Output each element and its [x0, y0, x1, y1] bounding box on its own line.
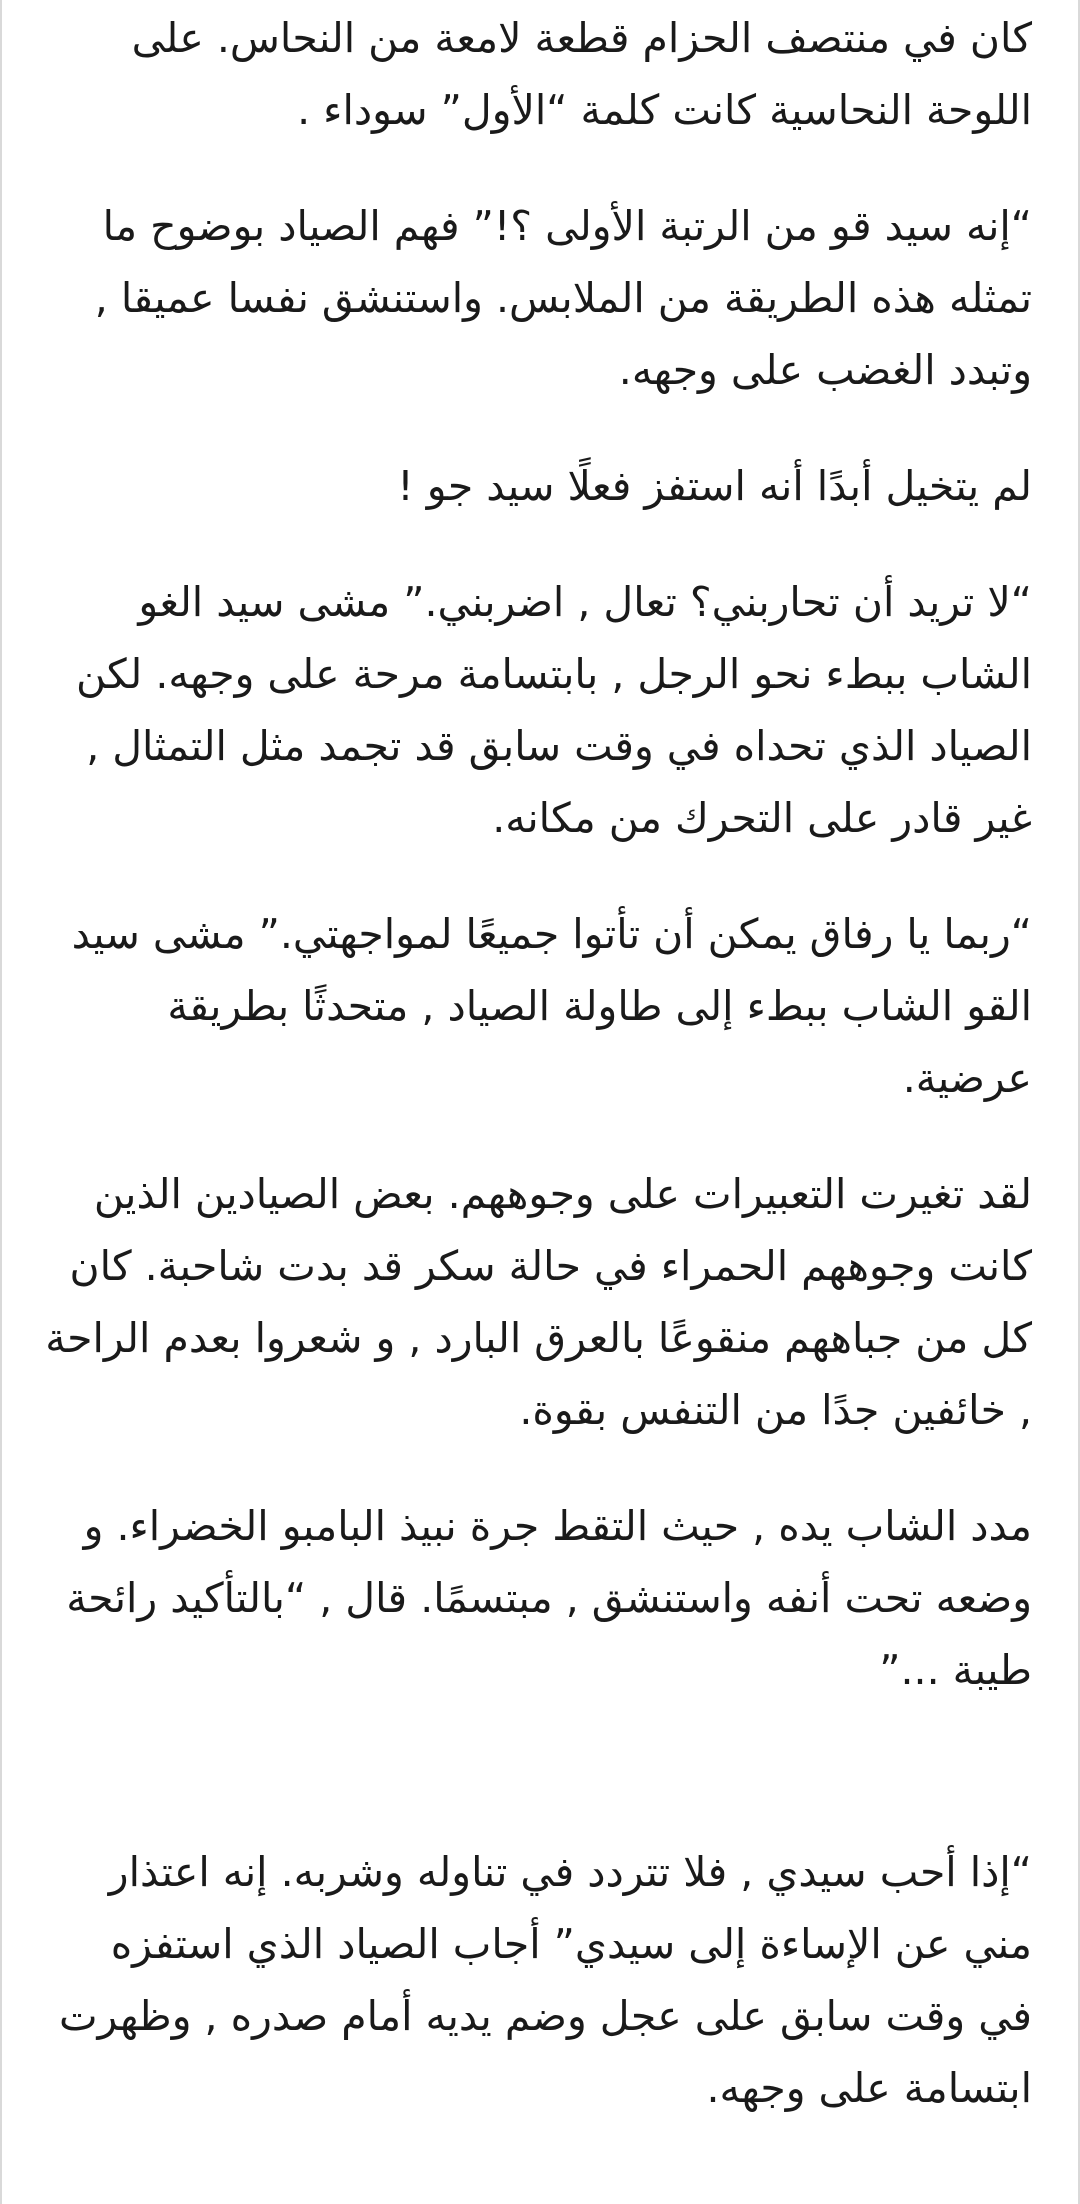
- chapter-text: [44, 2, 1032, 2168]
- paragraph-spacer: [44, 1750, 1032, 1836]
- paragraph-3: لم يتخيل أبدًا أنه استفز فعلًا سيد جو !: [397, 462, 1032, 510]
- paragraph-1: كان في منتصف الحزام قطعة لامعة من النحاس. على اللوحة النحاسية كانت كلمة “الأول” سوداء .: [131, 14, 1032, 134]
- page-edge-left: [0, 0, 2, 2204]
- paragraph-5: “ربما يا رفاق يمكن أن تأتوا جميعًا لمواجهتي.” مشى سيد القو الشاب ببطء إلى طاولة الصياد , متحدثًا بطريقة عرضية.: [71, 910, 1032, 1102]
- paragraph-4: “لا تريد أن تحاربني؟ تعال , اضربني.” مشى سيد الغو الشاب ببطء نحو الرجل , بابتسامة مرحة على وجهه. لكن الصياد الذي تحداه في وقت سابق قد تجمد مثل التمثال , غير قادر على التحرك من مكانه.: [75, 578, 1032, 842]
- paragraph-2: “إنه سيد قو من الرتبة الأولى ؟!” فهم الصياد بوضوح ما تمثله هذه الطريقة من الملابس. واستنشق نفسا عميقا , وتبدد الغضب على وجهه.: [94, 202, 1032, 394]
- paragraph-8: “إذا أحب سيدي , فلا تتردد في تناوله وشربه. إنه اعتذار مني عن الإساءة إلى سيدي” أجاب الصياد الذي استفزه في وقت سابق على عجل وضم يديه أمام صدره , وظهرت ابتسامة على وجهه.: [58, 1848, 1032, 2112]
- paragraph-6: لقد تغيرت التعبيرات على وجوههم. بعض الصيادين الذين كانت وجوههم الحمراء في حالة سكر قد بدت شاحبة. كان كل من جباههم منقوعًا بالعرق البارد , و شعروا بعدم الراحة , خائفين جدًا من التنفس بقوة.: [45, 1170, 1032, 1434]
- paragraph-7: مدد الشاب يده , حيث التقط جرة نبيذ البامبو الخضراء. و وضعه تحت أنفه واستنشق , مبتسمًا. قال , “بالتأكيد رائحة طيبة ...”: [66, 1502, 1032, 1694]
